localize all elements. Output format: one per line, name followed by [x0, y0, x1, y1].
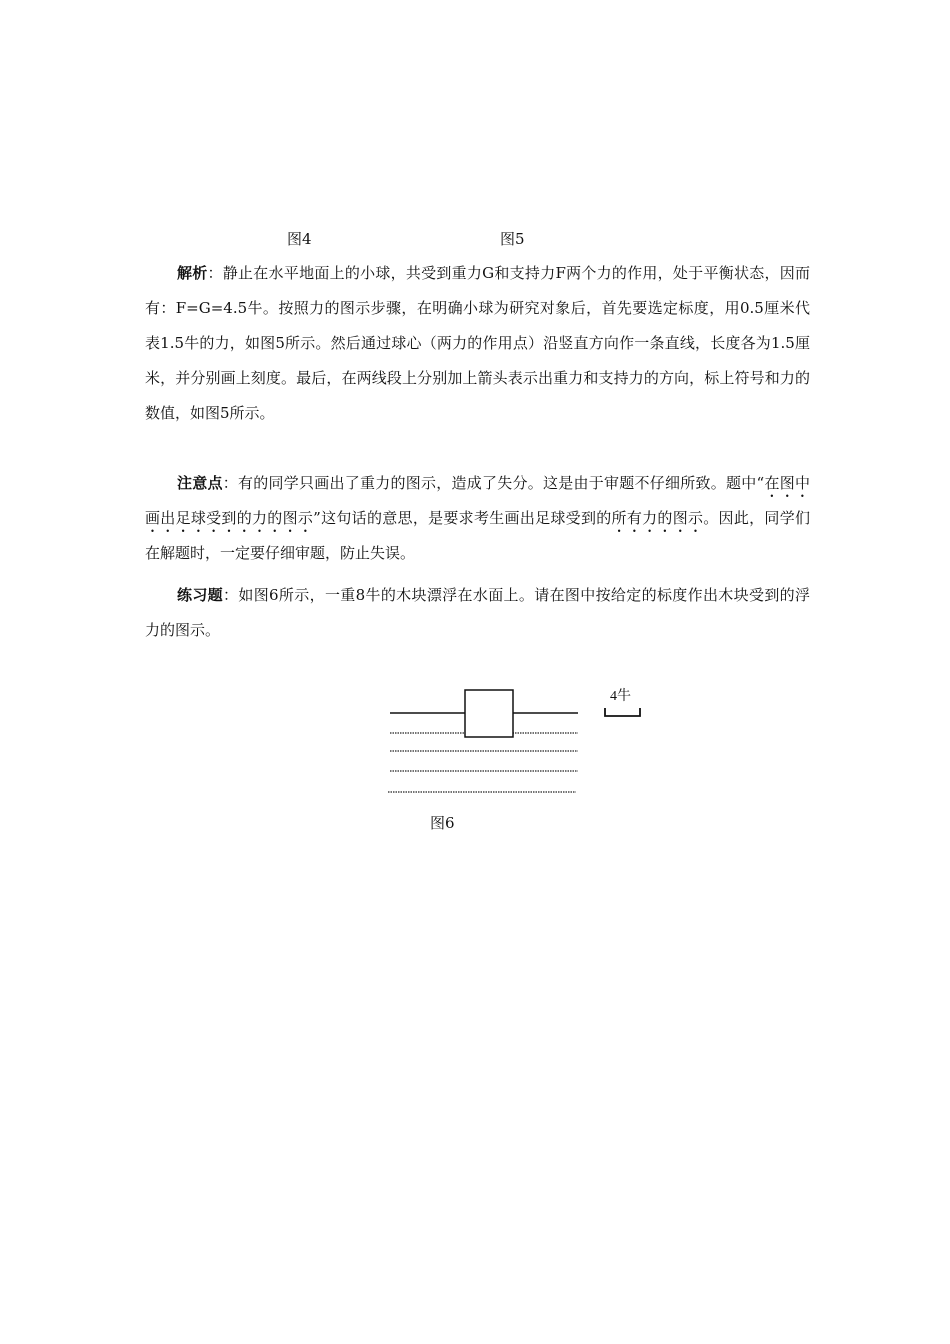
wooden-block: [465, 690, 513, 737]
analysis-paragraph: [145, 256, 810, 431]
figure-6-diagram: [380, 680, 660, 805]
note-text-1: ：有的同学只画出了重力的图示，造成了失分。这是由于审题不仔细所致。题中“: [222, 474, 765, 492]
exercise-text: ：如图6所示，一重8牛的木块漂浮在水面上。请在图中按给定的标度作出木块受到的浮力的图示。: [145, 586, 810, 639]
note-emphasis-1: 在图中画出足球受到的力的图示: [145, 474, 810, 527]
analysis-label: 解析: [177, 264, 208, 282]
note-text-3: 。因此，同学们在解题时，一定要仔细审题，防止失误。: [145, 509, 810, 562]
note-emphasis-2: 所有力的图示: [611, 509, 704, 527]
note-text-2: ”这句话的意思，是要求考生画出足球受到的: [313, 509, 612, 527]
exercise-label: 练习题: [177, 586, 224, 604]
exercise-paragraph: [145, 578, 810, 648]
figure-6-caption: 图6: [430, 814, 455, 832]
analysis-text: ：静止在水平地面上的小球，共受到重力G和支持力F两个力的作用，处于平衡状态，因而有：F=G=4.5牛。按照力的图示步骤，在明确小球为研究对象后，首先要选定标度，用0.5厘米代表1.5牛的力，如图5所示。然后通过球心（两力的作用点）沿竖直方向作一条直线，长度各为1.5厘米，并分别画上刻度。最后，在两线段上分别加上箭头表示出重力和支持力的方向，标上符号和力的数值，如图5所示。: [145, 264, 810, 422]
note-paragraph: [145, 466, 810, 571]
figure-4-caption: 图4: [287, 230, 312, 248]
scale-label: 4牛: [610, 689, 631, 704]
scale-bar: [605, 708, 640, 716]
figure-5-caption: 图5: [500, 230, 525, 248]
note-label: 注意点: [177, 474, 223, 492]
